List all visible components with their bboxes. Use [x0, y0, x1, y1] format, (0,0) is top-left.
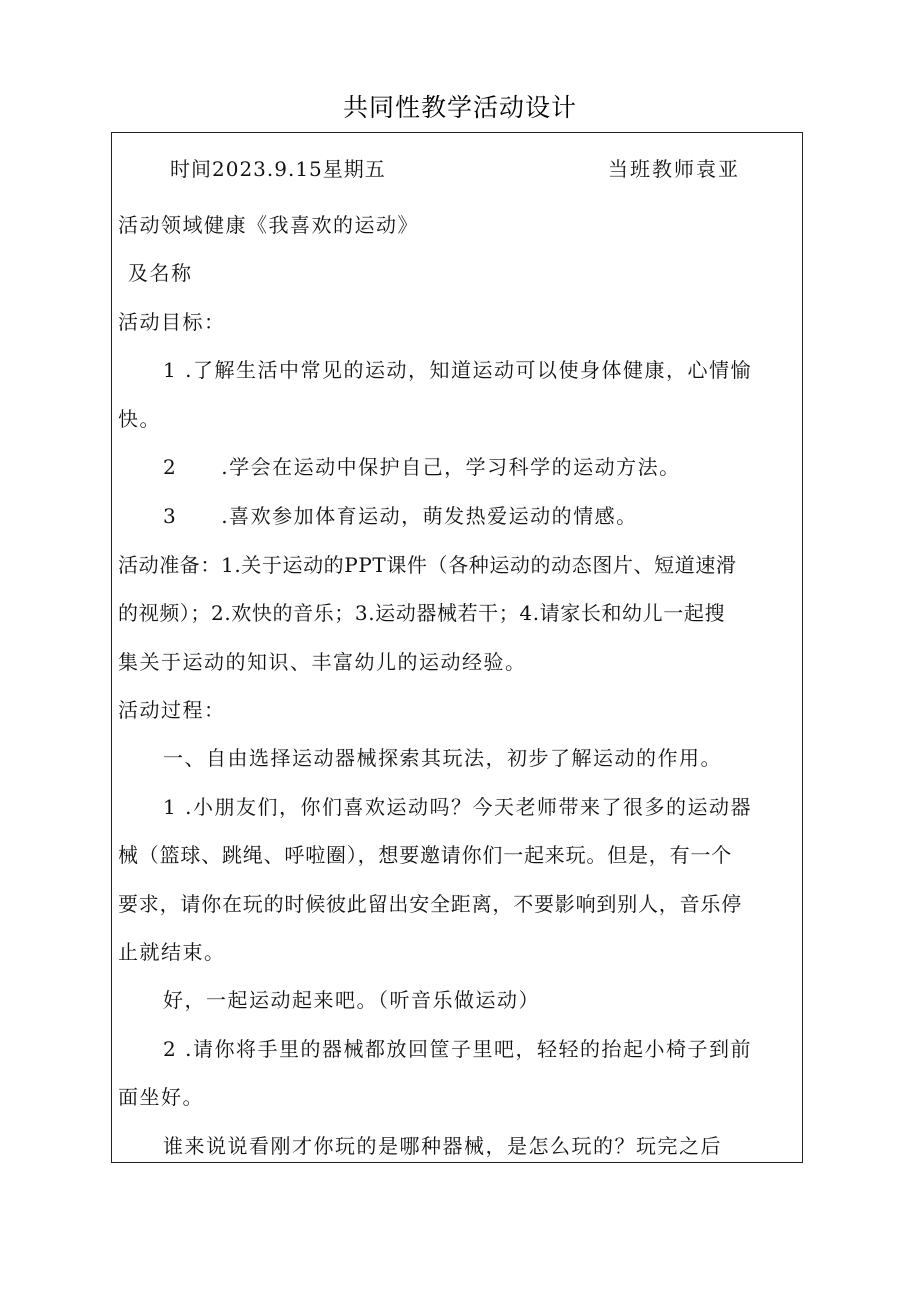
goal-1-line-2: 快。 — [118, 407, 161, 431]
step-2-line-1: 2 .请你将手里的器械都放回筐子里吧，轻轻的抬起小椅子到前 — [163, 1037, 752, 1061]
goal-3-text: .喜欢参加体育运动，萌发热爱运动的情感。 — [221, 504, 638, 528]
page-title: 共同性教学活动设计 — [342, 93, 577, 122]
step-1-line-2: 械（篮球、跳绳、呼啦圈），想要邀请你们一起来玩。但是，有一个 — [118, 843, 732, 867]
time-label: 时间2023.9.15星期五 — [170, 157, 386, 181]
step-3-line-1: 谁来说说看刚才你玩的是哪种器械，是怎么玩的？玩完之后 — [163, 1134, 722, 1158]
goal-3-number: 3 — [163, 504, 178, 528]
teacher-label: 当班教师袁亚 — [608, 157, 740, 181]
step-1-line-4: 止就结束。 — [118, 940, 226, 964]
domain-line-1: 活动领域健康《我喜欢的运动》 — [118, 213, 419, 237]
step-1-line-3: 要求，请你在玩的时候彼此留出安全距离，不要影响到别人，音乐停 — [118, 892, 742, 916]
goal-2-number: 2 — [163, 455, 178, 479]
goal-2 — [163, 457, 848, 477]
goal-3 — [163, 506, 848, 526]
step-2-line-2: 面坐好。 — [118, 1085, 204, 1109]
goal-1-line-1: 1 .了解生活中常见的运动，知道运动可以使身体健康，心情愉 — [163, 358, 752, 382]
step-1-follow: 好，一起运动起来吧。（听音乐做运动） — [163, 988, 540, 1012]
prep-line-1: 活动准备：1.关于运动的PPT课件（各种运动的动态图片、短道速滑 — [118, 553, 737, 577]
prep-line-2: 的视频）；2.欢快的音乐；3.运动器械若干；4.请家长和幼儿一起搜 — [118, 601, 726, 625]
process-heading: 活动过程： — [118, 698, 226, 722]
goals-heading: 活动目标： — [118, 310, 226, 334]
goal-2-text: .学会在运动中保护自己，学习科学的运动方法。 — [221, 455, 681, 479]
domain-line-2: 及名称 — [128, 261, 193, 285]
process-section-1: 一、自由选择运动器械探索其玩法，初步了解运动的作用。 — [163, 746, 722, 770]
step-1-line-1: 1 .小朋友们，你们喜欢运动吗？今天老师带来了很多的运动器 — [163, 795, 752, 819]
prep-line-3: 集关于运动的知识、丰富幼儿的运动经验。 — [118, 650, 527, 674]
